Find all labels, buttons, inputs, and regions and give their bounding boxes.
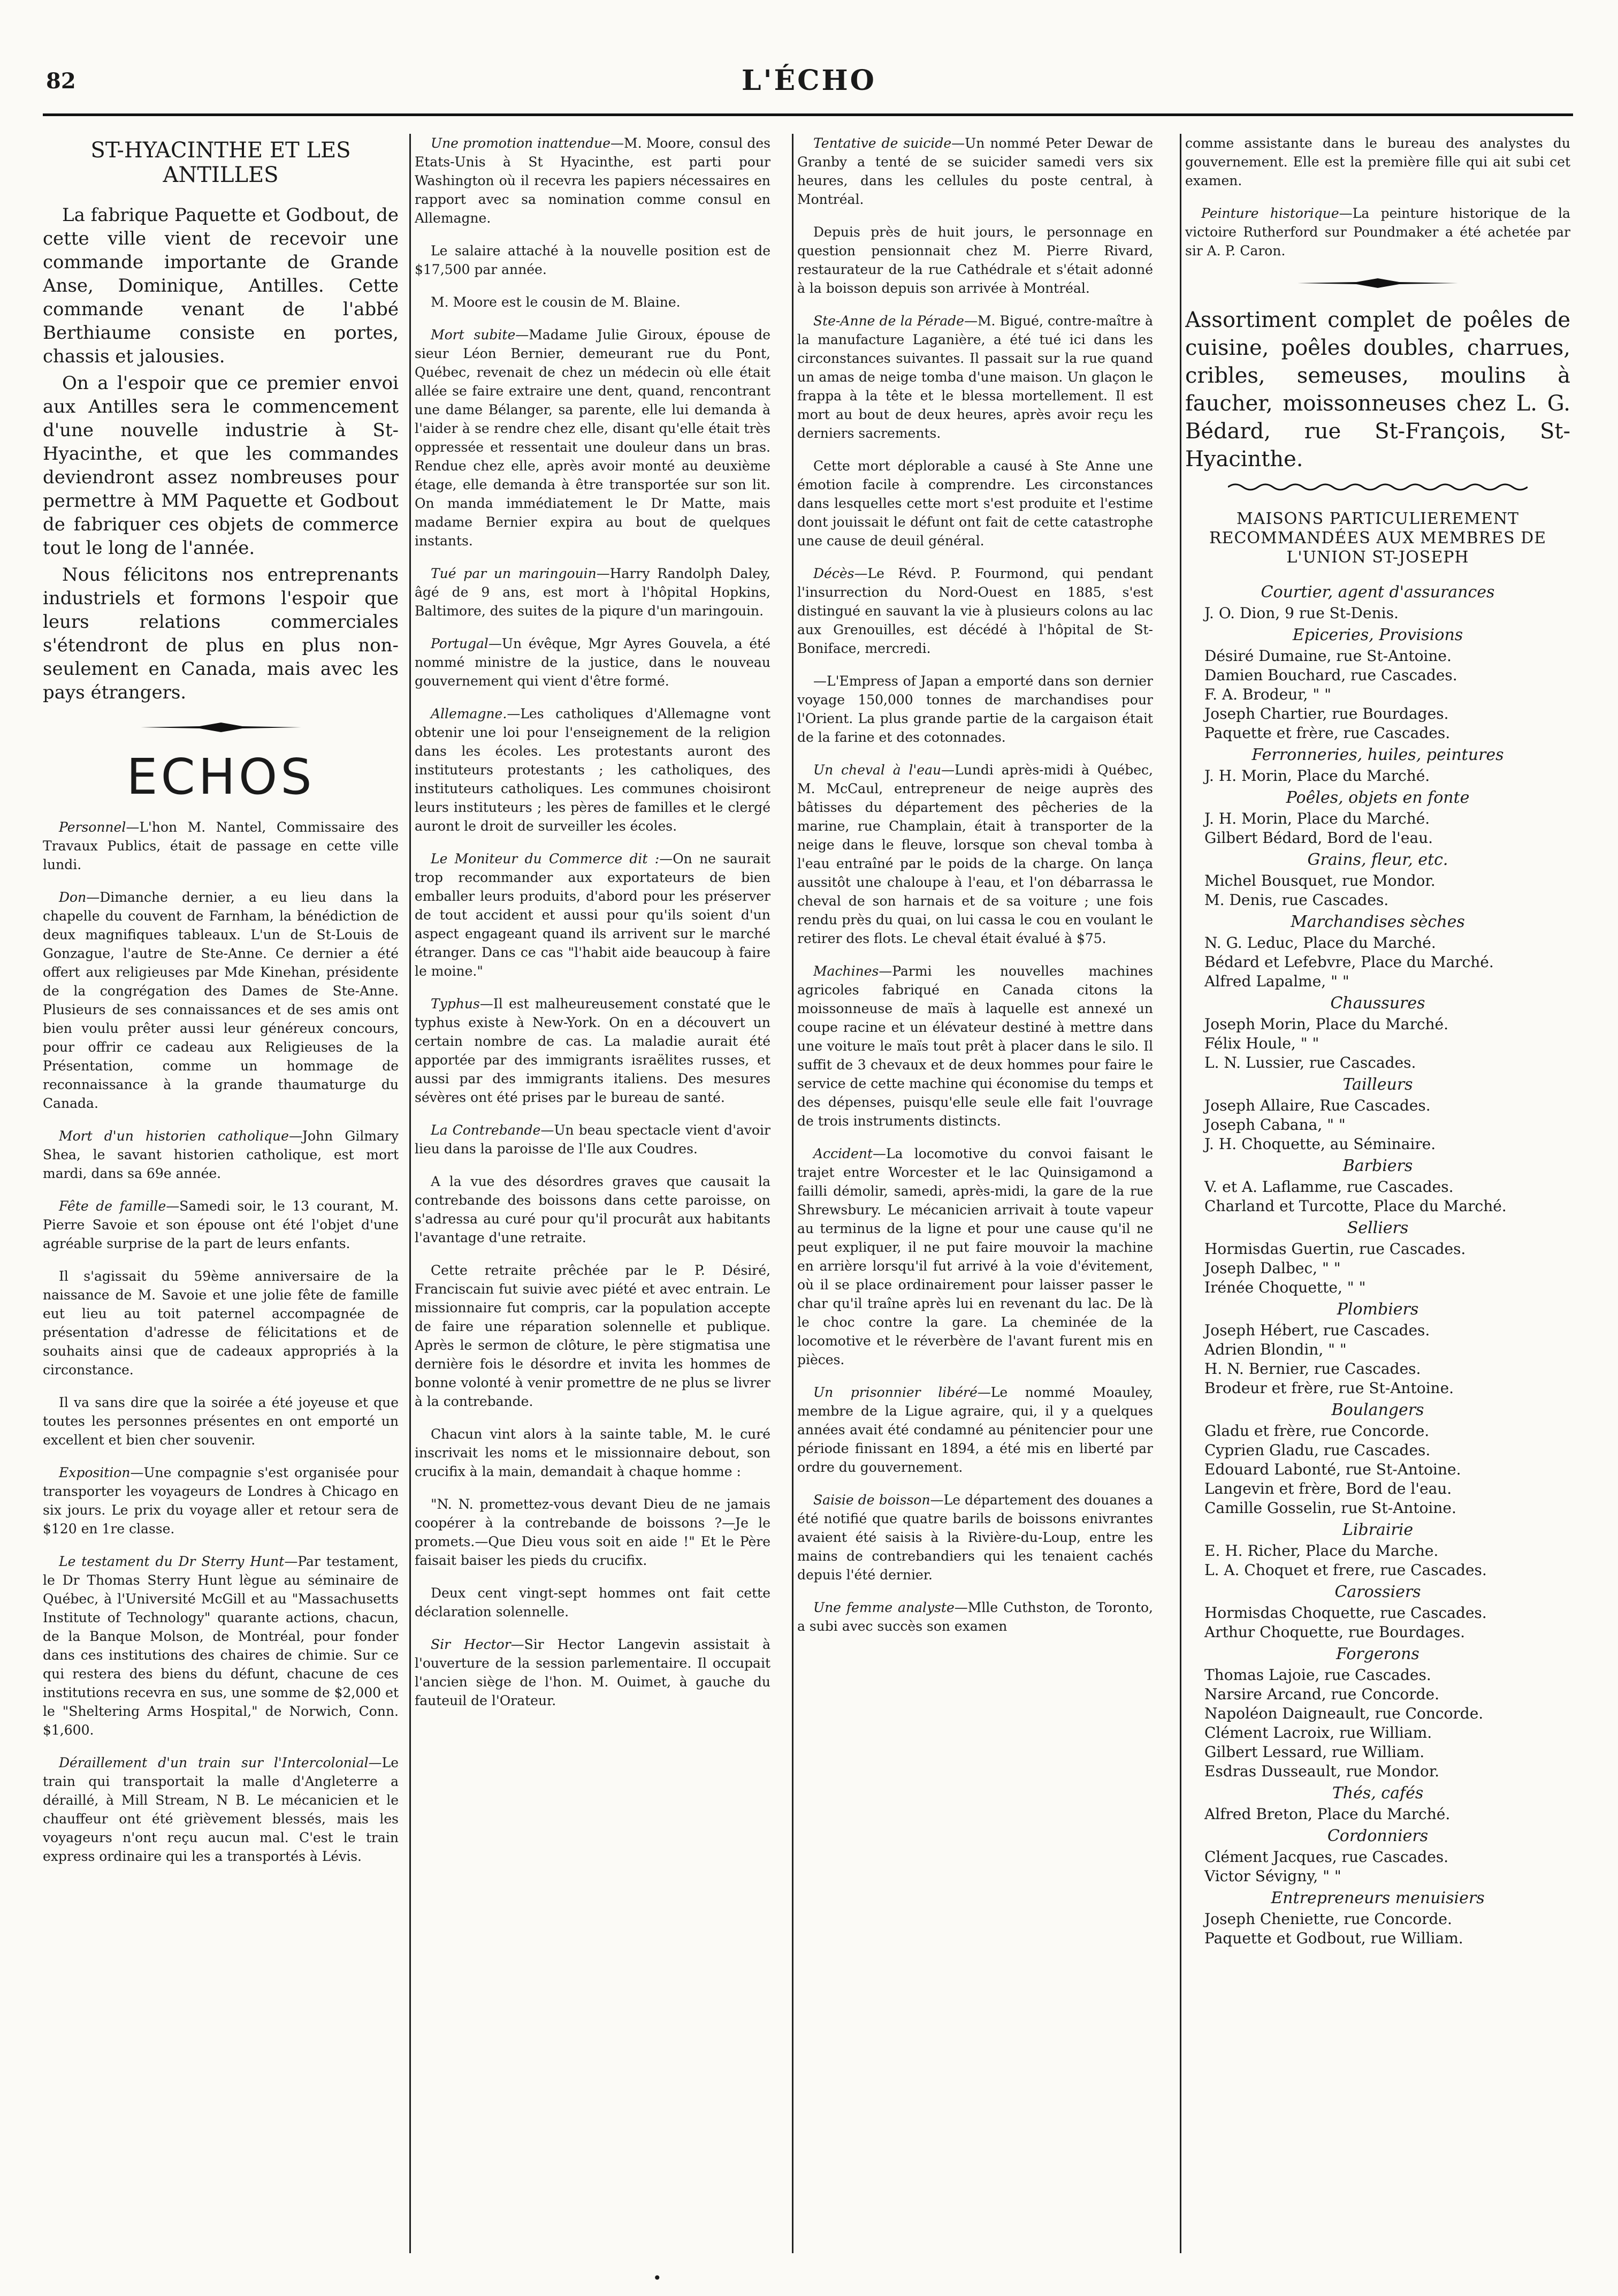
directory-entry: L. A. Choquet et frere, rue Cascades.	[1204, 1561, 1487, 1579]
masthead: L'ÉCHO	[742, 64, 876, 97]
directory-entry: Hormisdas Choquette, rue Cascades.	[1204, 1604, 1487, 1622]
directory-entry: Alfred Lapalme, " "	[1204, 972, 1349, 990]
column-4	[1185, 134, 1570, 2253]
news-kicker: Exposition	[59, 1465, 131, 1480]
news-text: —Un nommé Peter Dewar de Granby a tenté de se suicider samedi vers six heures, dans les cellules du poste central, à Montréal.	[797, 135, 1153, 207]
section-heading-echos: ECHOS	[126, 748, 315, 805]
news-text: —Dimanche dernier, a eu lieu dans la chapelle du couvent de Farnham, la bénédiction de deux magnifiques tableaux. L'un de St-Louis de Gonzague, l'autre de Ste-Anne. Ce dernier a été offert aux religieuses par Mde Kinehan, présidente de la congrégation des Dames de Ste-Anne. Plusieurs de ses connaissances et de ses amis ont bien voulu prêter aussi leur généreux concours, pour offrir ce cadeau aux Religieuses de la Présentation, comme un hommage de reconnaissance à la grande thaumaturge du Canada.	[43, 889, 399, 1111]
news-item	[43, 1552, 399, 1739]
directory-entry: Clément Lacroix, rue William.	[1204, 1724, 1432, 1742]
news-text: —Madame Julie Giroux, épouse de sieur Léon Bernier, demeurant rue du Pont, Québec, revenait de chez un médecin où elle était allée se faire extraire une dent, quand, rencontrant une dame Bélanger, sa parente, elle lui demanda à l'aider à se rendre chez elle, disant qu'elle était très oppressée et ressentait une douleur dans un bras. Rendue chez elle, après avoir monté au deuxième étage, elle demanda à être transportée sur son lit. On manda immédiatement le Dr Matte, mais madame Bernier expira au bout de quelques instants.	[415, 327, 770, 549]
directory-entry: Joseph Cabana, " "	[1204, 1116, 1346, 1134]
news-item	[797, 564, 1153, 658]
news-item	[43, 1393, 399, 1449]
news-text: M. Moore est le cousin de M. Blaine.	[431, 294, 681, 310]
page-footer-mark: •	[653, 2269, 662, 2287]
news-item	[43, 888, 399, 1113]
directory-title: MAISONS PARTICULIEREMENT RECOMMANDÉES AUX MEMBRES DE L'UNION ST-JOSEPH	[1209, 510, 1547, 567]
directory-entry: Joseph Morin, Place du Marché.	[1204, 1015, 1449, 1033]
news-text: Deux cent vingt-sept hommes ont fait cette déclaration solennelle.	[415, 1585, 770, 1620]
continued-text: comme assistante dans le bureau des analystes du gouvernement. Elle est la première fille qui ait subi cet examen.	[1185, 135, 1570, 188]
directory-entry: Alfred Breton, Place du Marché.	[1204, 1805, 1451, 1823]
directory-category: Librairie	[1342, 1520, 1414, 1539]
news-text: —Une compagnie s'est organisée pour transporter les voyageurs de Londres à Chicago en six jours. Le prix du voyage aller et retour sera de $120 en 1re classe.	[43, 1465, 399, 1537]
ornament-rule	[141, 720, 301, 734]
news-kicker: Typhus	[431, 996, 480, 1012]
directory-entry: Charland et Turcotte, Place du Marché.	[1204, 1197, 1507, 1215]
news-kicker: Tué par un maringouin	[431, 566, 597, 581]
news-item	[415, 1425, 770, 1481]
directory-entry: Félix Houle, " "	[1204, 1035, 1319, 1052]
directory-entry: V. et A. Laflamme, rue Cascades.	[1204, 1178, 1454, 1196]
news-kicker: Déraillement d'un train sur l'Intercolonial	[59, 1755, 369, 1770]
news-item	[43, 1197, 399, 1253]
news-kicker: Le Moniteur du Commerce dit :	[431, 851, 660, 866]
news-item	[797, 1598, 1153, 1636]
directory-entry: Edouard Labonté, rue St-Antoine.	[1204, 1461, 1461, 1478]
news-kicker: Machines	[813, 963, 879, 979]
article-title: ST-HYACINTHE ET LES ANTILLES	[90, 138, 351, 187]
article-paragraph: Nous félicitons nos entreprenants industriels et formons l'espoir que leurs relations commerciales s'étendront de plus en plus non-seulement en Canada, mais avec les pays étrangers.	[43, 564, 399, 703]
directory-entry: Bédard et Lefebvre, Place du Marché.	[1204, 953, 1494, 971]
news-text: Le salaire attaché à la nouvelle position est de $17,500 par année.	[415, 243, 770, 277]
news-text: —Harry Randolph Daley, âgé de 9 ans, est mort à l'hôpital Hopkins, Baltimore, des suites de la piqure d'un maringouin.	[415, 566, 770, 619]
directory-entry: Damien Bouchard, rue Cascades.	[1204, 666, 1457, 684]
news-text: —Samedi soir, le 13 courant, M. Pierre Savoie et son épouse ont été l'objet d'une agréable surprise de la part de leurs enfants.	[43, 1198, 399, 1251]
directory-entry: Gladu et frère, rue Concorde.	[1204, 1422, 1430, 1440]
news-text: Il s'agissait du 59ème anniversaire de la naissance de M. Savoie et une jolie fête de famille eut lieu au toit paternel accompagnée de présentation d'adresse de félicitations et de souhaits ainsi que de cadeaux appropriés à la circonstance.	[43, 1268, 399, 1378]
news-text: —Le train qui transportait la malle d'Angleterre a déraillé, à Mill Stream, N B. Le mécanicien et le chauffeur ont été grièvement blessés, mais les voyageurs n'ont reçu aucun mal. C'est le train express ordinaire qui les a transportés à Lévis.	[43, 1755, 399, 1864]
news-item	[415, 1495, 770, 1570]
column-2	[415, 134, 770, 2253]
header-rule	[43, 113, 1573, 116]
directory-category: Plombiers	[1337, 1300, 1419, 1319]
directory-category: Selliers	[1347, 1219, 1409, 1237]
business-directory	[1185, 582, 1570, 1948]
news-item	[797, 311, 1153, 443]
news-item	[415, 241, 770, 279]
directory-entry: Gilbert Bédard, Bord de l'eau.	[1204, 829, 1433, 847]
news-kicker: Le testament du Dr Sterry Hunt	[59, 1554, 285, 1569]
news-text: —L'hon M. Nantel, Commissaire des Travaux Publics, était de passage en cette ville lundi.	[43, 819, 399, 872]
news-text: —M. Moore, consul des Etats-Unis à St Hyacinthe, est parti pour Washington où il recevra les papiers nécessaires en rapport avec sa nomination comme consul en Allemagne.	[415, 135, 770, 226]
directory-entry: J. O. Dion, 9 rue St-Denis.	[1204, 604, 1399, 622]
news-item	[415, 1584, 770, 1621]
news-item	[415, 293, 770, 311]
column-1	[43, 134, 399, 2253]
news-kicker: Une femme analyste	[813, 1600, 955, 1615]
news-text: "N. N. promettez-vous devant Dieu de ne jamais coopérer à la contrebande de boissons ?—Je le promets.—Que Dieu vous soit en aide !" Et le Père faisait baiser les pieds du crucifix.	[415, 1496, 770, 1568]
news-item	[415, 704, 770, 835]
directory-entry: Joseph Chartier, rue Bourdages.	[1204, 705, 1449, 723]
news-text: —Le département des douanes a été notifié que quatre barils de boissons enivrantes avaient été saisis à la Rivière-du-Loup, entre les mains de contrebandiers qui les tenaient cachés depuis l'été dernier.	[797, 1492, 1153, 1583]
news-kicker: Décès	[813, 566, 854, 581]
news-item	[415, 325, 770, 550]
news-text: —Lundi après-midi à Québec, M. McCaul, entrepreneur de neige auprès des bâtisses du département des pêcheries de la marine, rue Champlain, était à transporter de la neige dans le fleuve, lorsque son cheval tomba à l'eau entraîné par le poids de la charge. On lança aussitôt une chaloupe à l'eau, et l'on débarrassa le cheval de son harnais et de sa voiture ; une fois rendu près du quai, on lui cassa le cou en voulant le retirer des flots. Le cheval était évalué à $75.	[797, 762, 1153, 946]
directory-entry: H. N. Bernier, rue Cascades.	[1204, 1360, 1421, 1378]
advertisement-text: Assortiment complet de poêles de cuisine, poêles doubles, charrues, cribles, semeuses, moulins à faucher, moissonneuses chez L. G. Bédard, rue St-François, St-Hyacinthe.	[1185, 308, 1570, 472]
directory-entry: Esdras Dusseault, rue Mondor.	[1204, 1762, 1440, 1780]
news-text: Chacun vint alors à la sainte table, M. le curé inscrivait les noms et le missionnaire debout, son crucifix à la main, demandait à chaque homme :	[415, 1426, 770, 1479]
directory-entry: Clément Jacques, rue Cascades.	[1204, 1848, 1449, 1866]
news-item	[415, 1121, 770, 1158]
news-text: —Un beau spectacle vient d'avoir lieu dans la paroisse de l'Ile aux Coudres.	[415, 1122, 770, 1157]
directory-entry: J. H. Morin, Place du Marché.	[1204, 810, 1430, 827]
news-item	[43, 1127, 399, 1183]
news-item	[797, 1491, 1153, 1584]
directory-category: Thés, cafés	[1332, 1784, 1424, 1803]
news-item	[1185, 204, 1570, 260]
directory-category: Cordonniers	[1327, 1827, 1429, 1845]
news-text: —John Gilmary Shea, le savant historien catholique, est mort mardi, dans sa 69e année.	[43, 1128, 399, 1181]
directory-entry: Camille Gosselin, rue St-Antoine.	[1204, 1499, 1456, 1517]
news-text: —Il est malheureusement constaté que le typhus existe à New-York. On en a découvert un certain nombre de cas. La maladie aurait été apportée par des immigrants israëlites russes, et aussi par des immigrants italiens. Des mesures sévères ont été prises par le bureau de santé.	[415, 996, 770, 1105]
directory-entry: N. G. Leduc, Place du Marché.	[1204, 934, 1436, 952]
news-kicker: Portugal	[431, 636, 489, 651]
news-text: —Un évêque, Mgr Ayres Gouvela, a été nommé ministre de la justice, dans le nouveau gouvernement qui vient d'être formé.	[415, 636, 770, 689]
news-item	[797, 1383, 1153, 1477]
article-paragraph: On a l'espoir que ce premier envoi aux Antilles sera le commencement d'une nouvelle industrie à St-Hyacinthe, et que les commandes deviendront assez nombreuses pour permettre à MM Paquette et Godbout de fabriquer ces objets de commerce tout le long de l'année.	[43, 372, 399, 559]
news-text: —Par testament, le Dr Thomas Sterry Hunt lègue au séminaire de Québec, à l'Université McGill et au "Massachusetts Institute of Technology" quarante actions, chacun, de la Banque Molson, de Montréal, pour fonder dans ces institutions des chaires de chimie. Sur ce qui restera des biens du défunt, chacune de ces institutions recevra en sus, une somme de $2,000 et le "Sheltering Arms Hospital," de Norwich, Conn. $1,600.	[43, 1554, 399, 1738]
news-kicker: Un cheval à l'eau	[813, 762, 942, 778]
directory-entry: Victor Sévigny, " "	[1204, 1867, 1341, 1885]
directory-category: Carossiers	[1334, 1583, 1421, 1601]
news-list	[415, 134, 770, 1710]
news-item	[415, 1261, 770, 1411]
directory-entry: M. Denis, rue Cascades.	[1204, 891, 1389, 909]
directory-category: Courtier, agent d'assurances	[1261, 583, 1495, 602]
news-kicker: Allemagne.	[431, 706, 507, 721]
news-item	[43, 1463, 399, 1538]
news-text: —Mlle Cuthston, de Toronto, a subi avec succès son examen	[797, 1600, 1153, 1634]
directory-category: Forgerons	[1336, 1645, 1419, 1663]
news-text: —M. Bigué, contre-maître à la manufacture Laganière, a été tué ici dans les circonstances suivantes. Il passait sur la rue quand un amas de neige tomba d'une maison. Un glaçon le frappa à la tête et le blessa mortellement. Il est mort au bout de deux heures, après avoir reçu les derniers sacrements.	[797, 313, 1153, 441]
news-text: —Le nommé Moauley, membre de la Ligue agraire, qui, il y a quelques années avait été condamné au pénitencier pour une période finissant en 1894, a été mis en liberté par ordre du gouvernement.	[797, 1385, 1153, 1475]
news-text: —Sir Hector Langevin assistait à l'ouverture de la session parlementaire. Il occupait l'ancien siège de l'hon. M. Ouimet, à gauche du fauteuil de l'Orateur.	[415, 1637, 770, 1708]
news-item	[415, 1172, 770, 1247]
directory-entry: Brodeur et frère, rue St-Antoine.	[1204, 1379, 1454, 1397]
directory-entry: Irénée Choquette, " "	[1204, 1279, 1366, 1296]
news-item	[415, 134, 770, 227]
news-item	[415, 994, 770, 1107]
ornament-rule	[1298, 276, 1458, 290]
news-kicker: Un prisonnier libéré	[813, 1385, 978, 1400]
news-kicker: Sir Hector	[431, 1637, 511, 1652]
directory-entry: Langevin et frère, Bord de l'eau.	[1204, 1480, 1452, 1497]
news-item	[415, 1635, 770, 1710]
column-rule	[792, 134, 793, 2253]
news-text: Il va sans dire que la soirée a été joyeuse et que toutes les personnes présentes en ont emporté un excellent et bien cher souvenir.	[43, 1395, 399, 1448]
page-header	[0, 0, 1618, 139]
directory-category: Chaussures	[1330, 994, 1425, 1013]
news-kicker: La Contrebande	[431, 1122, 541, 1138]
news-item	[797, 223, 1153, 298]
directory-entry: Michel Bousquet, rue Mondor.	[1204, 872, 1436, 889]
news-text: —On ne saurait trop recommander aux exportateurs de bien emballer leurs produits, d'abord pour les préserver de tout accident et aussi pour qu'ils soient d'un aspect engageant quand ils arrivent sur le marché étranger. Dans ce cas "l'habit aide beaucoup à faire le moine."	[415, 851, 770, 979]
news-text: —Parmi les nouvelles machines agricoles fabriqué en Canada citons la moissonneuse de maïs à laquelle est annexé un coupe racine et un élévateur destiné à mettre dans une voiture le maïs tout prêt à placer dans le silo. Il suffit de 3 chevaux et de deux hommes pour faire le service de cette machine qui économise du temps et des dépenses, puisqu'elle seule elle fait l'ouvrage de trois instruments distincts.	[797, 963, 1153, 1129]
directory-entry: Arthur Choquette, rue Bourdages.	[1204, 1623, 1466, 1641]
directory-entry: L. N. Lussier, rue Cascades.	[1204, 1054, 1416, 1071]
directory-entry: Joseph Allaire, Rue Cascades.	[1204, 1097, 1431, 1114]
news-item	[43, 818, 399, 874]
news-kicker: Tentative de suicide	[813, 135, 952, 151]
news-text: —Les catholiques d'Allemagne vont obtenir une loi pour l'enseignement de la religion dans les écoles. Les protestants auront des instituteurs protestants ; les catholiques, des instituteurs catholiques. Les communes choisiront leurs instituteurs ; les pères de familles et le clergé auront le droit de surveiller les écoles.	[415, 706, 770, 834]
news-list	[43, 818, 399, 1866]
news-item	[43, 1753, 399, 1866]
directory-entry: Narsire Arcand, rue Concorde.	[1204, 1685, 1440, 1703]
news-item	[43, 1267, 399, 1379]
news-kicker: Ste-Anne de la Pérade	[813, 313, 964, 329]
directory-entry: Thomas Lajoie, rue Cascades.	[1204, 1666, 1431, 1684]
news-kicker: Saisie de boisson	[813, 1492, 930, 1508]
news-list	[797, 134, 1153, 1636]
column-rule	[409, 134, 411, 2253]
directory-entry: Joseph Hébert, rue Cascades.	[1204, 1321, 1430, 1339]
directory-entry: J. H. Choquette, au Séminaire.	[1204, 1135, 1436, 1153]
directory-category: Poêles, objets en fonte	[1286, 788, 1470, 807]
news-item	[415, 564, 770, 620]
news-kicker: Don	[59, 889, 87, 905]
news-text: —L'Empress of Japan a emporté dans son dernier voyage 150,000 tonnes de marchandises pour l'Orient. La plus grande partie de la cargaison était de la farine et des cotonnades.	[797, 673, 1153, 745]
news-kicker: Personnel	[59, 819, 126, 835]
directory-category: Grains, fleur, etc.	[1307, 850, 1448, 869]
directory-category: Epiceries, Provisions	[1292, 626, 1463, 644]
directory-entry: J. H. Morin, Place du Marché.	[1204, 767, 1430, 785]
news-text: —Le Révd. P. Fourmond, qui pendant l'insurrection du Nord-Ouest en 1885, s'est distingué en sauvant la vie à plusieurs colons au lac aux Grenouilles, est décédé à l'hôpital de St-Boniface, mercredi.	[797, 566, 1153, 656]
directory-entry: Paquette et frère, rue Cascades.	[1204, 724, 1451, 742]
news-item	[797, 962, 1153, 1130]
directory-category: Entrepreneurs menuisiers	[1271, 1889, 1485, 1907]
directory-entry: Adrien Blondin, " "	[1204, 1341, 1347, 1358]
news-kicker: Mort d'un historien catholique	[59, 1128, 289, 1144]
news-text: Depuis près de huit jours, le personnage en question pensionnait chez M. Pierre Rivard, restaurateur de la rue Cathédrale et s'était adonné à la boisson depuis son arrivée à Montréal.	[797, 224, 1153, 296]
column-rule	[1180, 134, 1181, 2253]
news-text: Cette mort déplorable a causé à Ste Anne une émotion facile à comprendre. Les circonstances dans lesquelles cette mort s'est produite et l'estime dont jouissait le défunt ont fait de cette catastrophe une cause de deuil général.	[797, 458, 1153, 549]
directory-entry: Joseph Cheniette, rue Concorde.	[1204, 1910, 1452, 1928]
news-kicker: Accident	[813, 1146, 873, 1161]
directory-category: Marchandises sèches	[1291, 913, 1465, 931]
directory-category: Barbiers	[1342, 1157, 1413, 1175]
news-text: A la vue des désordres graves que causait la contrebande des boissons dans cette paroisse, on s'adressa au curé pour qu'il procurât aux habitants l'avantage d'une retraite.	[415, 1174, 770, 1245]
page-number: 82	[46, 69, 76, 94]
directory-entry: Cyprien Gladu, rue Cascades.	[1204, 1441, 1431, 1459]
news-text: —La locomotive du convoi faisant le trajet entre Worcester et le lac Quinsigamond a failli démolir, samedi, après-midi, la gare de la rue Shrewsbury. Le mécanicien arrivait à toute vapeur au terminus de la ligne et pour une cause qu'il ne peut expliquer, il ne put faire mouvoir la machine en arrière lorsqu'il fut arrivé à la voie d'évitement, où il se place ordinairement pour laisser passer le char qu'il traîne après lui en revenant du lac. De là le choc contre la gare. La cheminée de la locomotive et le réverbère de l'avant furent mis en pièces.	[797, 1146, 1153, 1367]
news-item	[415, 634, 770, 690]
directory-entry: Napoléon Daigneault, rue Concorde.	[1204, 1705, 1484, 1722]
directory-entry: F. A. Brodeur, " "	[1204, 686, 1332, 703]
article-paragraph: La fabrique Paquette et Godbout, de cette ville vient de recevoir une commande importante de Grande Anse, Dominique, Antilles. Cette commande venant de l'abbé Berthiaume consiste en portes, chassis et jalousies.	[43, 204, 399, 367]
directory-entry: Gilbert Lessard, rue William.	[1204, 1743, 1425, 1761]
news-item	[797, 1144, 1153, 1369]
news-text: —La peinture historique de la victoire Rutherford sur Poundmaker a été achetée par sir A. P. Caron.	[1185, 206, 1570, 259]
news-item	[797, 134, 1153, 209]
news-kicker: Peinture historique	[1201, 206, 1339, 221]
news-kicker: Mort subite	[431, 327, 516, 343]
directory-category: Tailleurs	[1342, 1075, 1413, 1094]
wavy-divider	[1228, 481, 1528, 493]
directory-entry: Hormisdas Guertin, rue Cascades.	[1204, 1240, 1466, 1258]
news-item	[797, 457, 1153, 550]
news-item	[415, 849, 770, 980]
directory-entry: Désiré Dumaine, rue St-Antoine.	[1204, 647, 1452, 665]
directory-entry: Paquette et Godbout, rue William.	[1204, 1929, 1463, 1947]
news-item	[797, 761, 1153, 948]
column-3	[797, 134, 1153, 2253]
directory-entry: Joseph Dalbec, " "	[1204, 1259, 1341, 1277]
news-kicker: Une promotion inattendue	[431, 135, 611, 151]
directory-category: Ferronneries, huiles, peintures	[1251, 746, 1504, 764]
news-kicker: Fête de famille	[59, 1198, 166, 1214]
news-text: Cette retraite prêchée par le P. Désiré, Franciscain fut suivie avec piété et avec entrain. Le missionnaire fut compris, car la population accepte de faire une réparation solennelle et publique. Après le sermon de clôture, le père stigmatisa une dernière fois le désordre et invita les hommes de bonne volonté à venir promettre de ne plus se livrer à la contrebande.	[415, 1263, 770, 1409]
news-item	[797, 672, 1153, 747]
directory-entry: E. H. Richer, Place du Marche.	[1204, 1542, 1439, 1560]
directory-category: Boulangers	[1331, 1401, 1424, 1419]
